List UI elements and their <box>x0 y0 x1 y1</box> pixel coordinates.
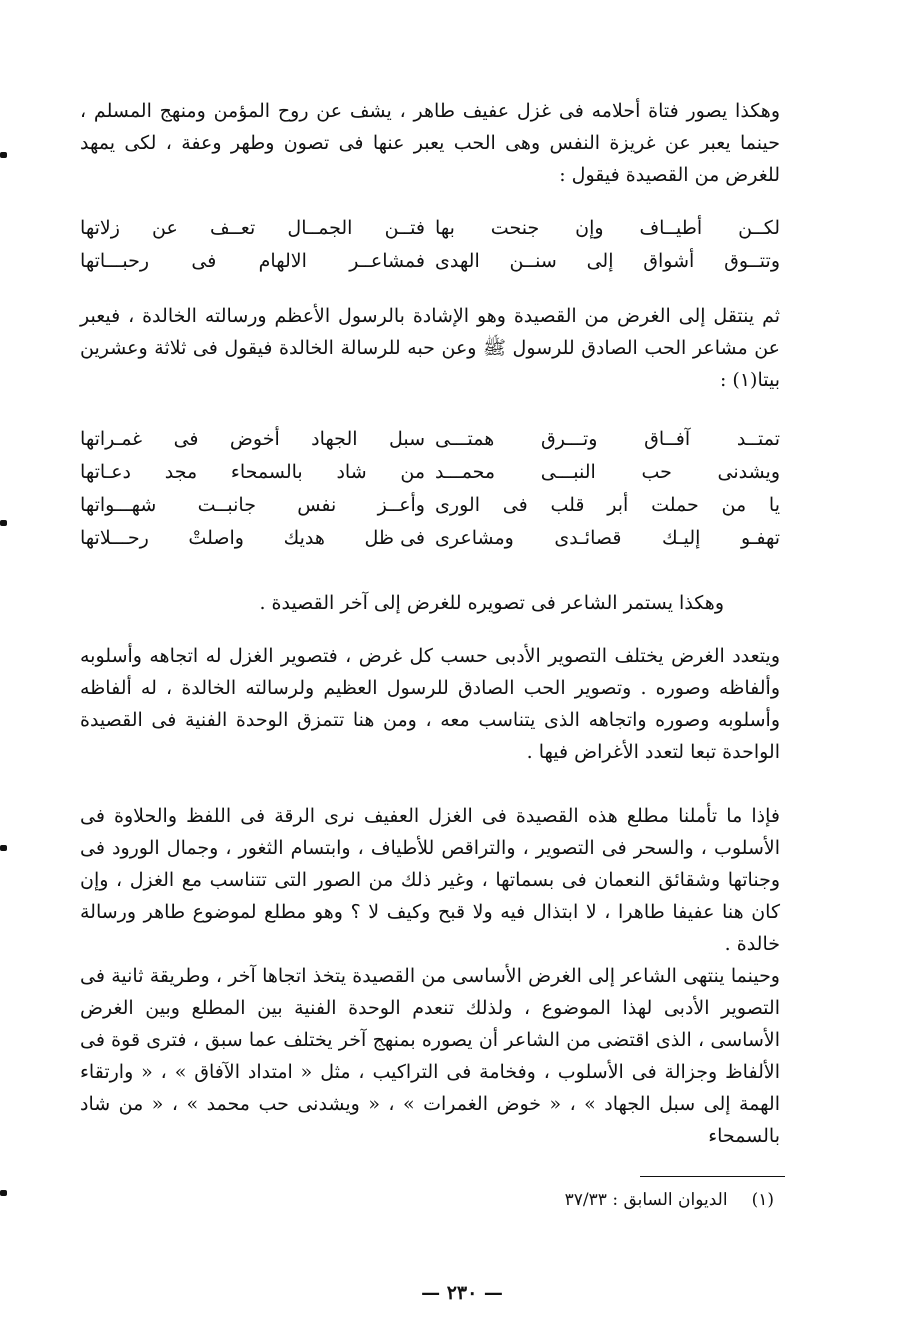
word: أطيــاف <box>639 217 703 239</box>
verse <box>80 494 780 527</box>
paragraph-variation <box>80 640 780 768</box>
word: تمتــد <box>736 428 780 450</box>
word: دعـاتها <box>80 461 132 483</box>
word: زلاتها <box>80 217 120 239</box>
word: مجد <box>164 461 198 483</box>
scan-speck <box>0 1190 7 1196</box>
verse-first-hemistich <box>435 428 780 450</box>
verse <box>80 217 780 250</box>
scan-speck <box>0 845 7 851</box>
word: آفــاق <box>644 428 691 450</box>
word: قلب <box>550 494 585 516</box>
word: سبل <box>388 428 425 450</box>
word: بالسمحاء <box>230 461 303 483</box>
word: الجهاد <box>311 428 358 450</box>
word: محمـــد <box>435 461 496 483</box>
paragraph-text: وحينما ينتهى الشاعر إلى الغرض الأساسى من القصيدة يتخذ اتجاها آخر ، وطريقة ثانية فى التصوير الأدبى لهذا الموضوع ، ولذلك تنعدم الوحدة الفنية بين المطلع وبين الغرض الأساسى ، الذى اقتضى من الشاعر أن يصوره بمنهج آخر يختلف عما سبق ، فترى قوة فى الألفاظ وجزالة فى الأسلوب ، وفخامة فى التراكيب ، مثل « امتداد الآفاق » ، « وارتقاء الهمة إلى سبل الجهاد » ، « خوض الغمرات » ، « ويشدنى حب محمد » ، « من شاد بالسمحاء <box>80 965 780 1147</box>
paragraph-text: وهكذا يصور فتاة أحلامه فى غزل عفيف طاهر ، يشف عن روح المؤمن ومنهج المسلم ، حينما يعبر عن غريزة النفس وهى الحب يعبر عنها فى تصون وطهر وعفة ، لكى يمهد للغرض من القصيدة فيقول : <box>80 100 780 186</box>
verse <box>80 461 780 494</box>
scan-speck <box>0 152 7 158</box>
word: أشواق <box>643 250 695 272</box>
word: لكــن <box>738 217 780 239</box>
footnote <box>565 1190 774 1210</box>
poem-ghazal <box>80 217 780 283</box>
word: فى <box>191 250 217 272</box>
word: وتـــرق <box>541 428 598 450</box>
word: الجمــال <box>287 217 353 239</box>
scan-speck <box>0 520 7 526</box>
verse-first-hemistich <box>435 250 780 272</box>
verse <box>80 428 780 461</box>
word: وإن <box>575 217 604 239</box>
paragraph-text: ويتعدد الغرض يختلف التصوير الأدبى حسب كل غرض ، فتصوير الغزل له اتجاهه وأسلوبه وألفاظه وصوره . وتصوير الحب الصادق للرسول العظيم ولرسالته الخالدة ، له ألفاظه وأسلوبه وصوره واتجاهه الذى يتناسب معه ، ومن هنا تتمزق الوحدة الفنية فى القصيدة الواحدة تبعا لتعدد الأغراض فيها . <box>80 645 780 763</box>
paragraph-continuation <box>259 592 724 614</box>
word: فمشاعــر <box>349 250 425 272</box>
word: رحبـــاتها <box>80 250 150 272</box>
word: سنــن <box>509 250 557 272</box>
word: عن <box>152 217 178 239</box>
word: فى <box>173 428 199 450</box>
verse-first-hemistich <box>435 527 780 549</box>
word: فتــن <box>384 217 425 239</box>
word: واصلتْ <box>188 527 244 549</box>
word: وتتــوق <box>724 250 780 272</box>
footnote-text: الديوان السابق : ٣٧/٣٣ <box>564 1190 728 1210</box>
word: قصائـدى <box>554 527 622 549</box>
word: بها <box>435 217 455 239</box>
word: أبر <box>607 494 629 516</box>
page-number: — ٢٣٠ — <box>421 1282 503 1304</box>
word: ويشدنى <box>717 461 780 483</box>
word: فى <box>502 494 528 516</box>
verse-second-hemistich <box>80 527 425 549</box>
word: شهـــواتها <box>80 494 157 516</box>
word: تعــف <box>209 217 256 239</box>
word: نفس <box>297 494 337 516</box>
paragraph-intro <box>80 95 780 191</box>
word: ومشاعرى <box>435 527 514 549</box>
verse-first-hemistich <box>435 494 780 516</box>
word: الهدى <box>435 250 480 272</box>
word: الورى <box>435 494 480 516</box>
paragraph-transition <box>80 300 780 396</box>
word: حملت <box>651 494 699 516</box>
paragraph-main-theme <box>80 960 780 1152</box>
verse-second-hemistich <box>80 217 425 239</box>
word: رحـــلاتها <box>80 527 149 549</box>
word: وأعــز <box>377 494 425 516</box>
word: غمـراتها <box>80 428 143 450</box>
word: همتـــى <box>435 428 495 450</box>
verse <box>80 527 780 560</box>
word: فى ظل <box>364 527 425 549</box>
verse-second-hemistich <box>80 494 425 516</box>
word: جانبــت <box>197 494 256 516</box>
paragraph-text: ثم ينتقل إلى الغرض من القصيدة وهو الإشادة بالرسول الأعظم ورسالته الخالدة ، فيعبر عن مشاعر الحب الصادق للرسول ﷺ وعن حبه للرسالة الخالدة فيقول فى ثلاثة وعشرين بيتا(١) : <box>80 305 780 391</box>
word: إلى <box>586 250 614 272</box>
paragraph-text: وهكذا يستمر الشاعر فى تصويره للغرض إلى آخر القصيدة . <box>259 592 724 614</box>
verse <box>80 250 780 283</box>
verse-first-hemistich <box>435 461 780 483</box>
word: شاد <box>336 461 367 483</box>
paragraph-text: فإذا ما تأملنا مطلع هذه القصيدة فى الغزل العفيف نرى الرقة فى اللفظ والحلاوة فى الأسلوب ، والسحر فى التصوير ، والتراقص للأطياف ، وابتسام الثغور ، وجمال الورود فى وجناتها وشقائق النعمان فى بسماتها ، وغير ذلك من الصور التى تتناسب مع الغزل ، وإن كان هنا عفيفا طاهرا ، لا ابتذال فيه ولا قبح وكيف لا ؟ وهو مطلع لموضوع طاهر ورسالة خالدة . <box>80 805 780 955</box>
footnote-number: (١) <box>751 1190 774 1210</box>
word: من <box>721 494 747 516</box>
poem-prophet <box>80 428 780 560</box>
word: حب <box>641 461 672 483</box>
verse-second-hemistich <box>80 461 425 483</box>
word: النبـــى <box>540 461 596 483</box>
word: هديك <box>283 527 325 549</box>
paragraph-ghazal-analysis <box>80 800 780 960</box>
word: إليـك <box>662 527 701 549</box>
verse-second-hemistich <box>80 428 425 450</box>
word: تهفـو <box>740 527 780 549</box>
word: الالهام <box>258 250 307 272</box>
verse-first-hemistich <box>435 217 780 239</box>
word: جنحت <box>490 217 540 239</box>
verse-second-hemistich <box>80 250 425 272</box>
word: يا <box>768 494 780 516</box>
footnote-separator <box>640 1176 785 1177</box>
word: أخوض <box>229 428 280 450</box>
word: من <box>400 461 425 483</box>
